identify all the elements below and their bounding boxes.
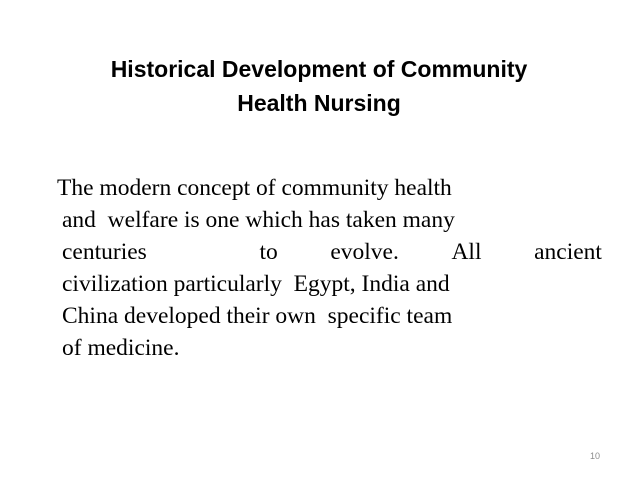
body-word: ancient — [534, 239, 602, 265]
body-line: China developed their own specific team — [62, 303, 453, 329]
body-line: and welfare is one which has taken many — [62, 207, 455, 233]
body-word: centuries — [62, 239, 147, 265]
slide-body-text — [57, 172, 602, 364]
page-number: 10 — [589, 451, 600, 461]
body-word: to — [259, 239, 278, 265]
body-line — [62, 236, 602, 268]
body-line: The modern concept of community health — [57, 175, 452, 201]
body-word: evolve. — [330, 239, 399, 265]
body-line: civilization particularly Egypt, India and — [62, 271, 450, 297]
slide-title — [20, 52, 618, 120]
body-word: All — [451, 239, 482, 265]
title-line: Historical Development of Community — [110, 56, 528, 82]
title-line: Health Nursing — [237, 90, 401, 116]
body-line: of medicine. — [62, 335, 180, 361]
